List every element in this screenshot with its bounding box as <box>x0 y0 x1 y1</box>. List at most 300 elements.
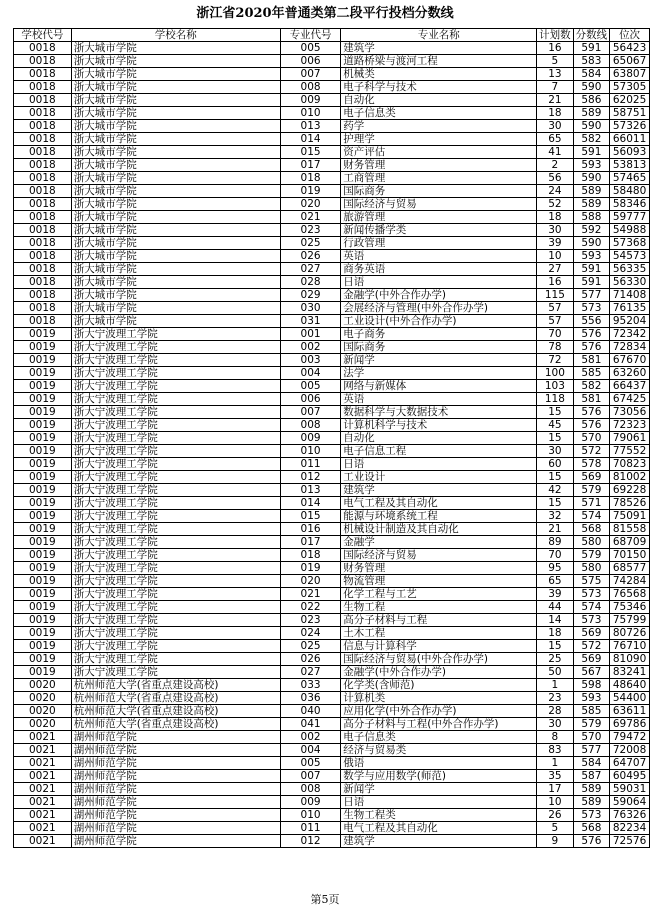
score-line-cell: 577 <box>573 744 610 757</box>
major-code-cell: 009 <box>280 94 340 107</box>
school-code-cell: 0019 <box>14 536 72 549</box>
plan-count-cell: 95 <box>537 562 574 575</box>
plan-count-cell: 70 <box>537 549 574 562</box>
major-name-cell: 电子科学与技术 <box>341 81 537 94</box>
school-name-cell: 浙大城市学院 <box>71 263 280 276</box>
table-row <box>14 614 650 627</box>
major-name-cell: 高分子材料与工程(中外合作办学) <box>341 718 537 731</box>
school-code-cell: 0018 <box>14 211 72 224</box>
rank-cell: 79472 <box>610 731 650 744</box>
school-name-cell: 浙大城市学院 <box>71 172 280 185</box>
major-code-cell: 020 <box>280 575 340 588</box>
school-code-cell: 0019 <box>14 471 72 484</box>
page-number: 第5页 <box>310 893 340 906</box>
school-name-cell: 浙大城市学院 <box>71 68 280 81</box>
school-code-cell: 0018 <box>14 224 72 237</box>
rank-cell: 72008 <box>610 744 650 757</box>
major-code-cell: 019 <box>280 562 340 575</box>
school-name-cell: 浙大宁波理工学院 <box>71 510 280 523</box>
table-row <box>14 211 650 224</box>
score-line-cell: 580 <box>573 536 610 549</box>
school-name-cell: 浙大宁波理工学院 <box>71 341 280 354</box>
rank-cell: 76710 <box>610 640 650 653</box>
major-code-cell: 029 <box>280 289 340 302</box>
table-row <box>14 328 650 341</box>
school-code-cell: 0019 <box>14 562 72 575</box>
table-row <box>14 159 650 172</box>
plan-count-cell: 50 <box>537 666 574 679</box>
major-code-cell: 010 <box>280 445 340 458</box>
rank-cell: 81002 <box>610 471 650 484</box>
major-name-cell: 高分子材料与工程 <box>341 614 537 627</box>
table-row <box>14 55 650 68</box>
header-plan-count: 计划数 <box>537 29 574 42</box>
score-line-cell: 589 <box>573 783 610 796</box>
score-line-cell: 590 <box>573 81 610 94</box>
school-code-cell: 0019 <box>14 510 72 523</box>
rank-cell: 53813 <box>610 159 650 172</box>
major-code-cell: 040 <box>280 705 340 718</box>
school-name-cell: 浙大宁波理工学院 <box>71 471 280 484</box>
major-name-cell: 日语 <box>341 458 537 471</box>
table-row <box>14 289 650 302</box>
major-code-cell: 036 <box>280 692 340 705</box>
school-name-cell: 浙大宁波理工学院 <box>71 484 280 497</box>
school-code-cell: 0021 <box>14 731 72 744</box>
plan-count-cell: 2 <box>537 159 574 172</box>
school-code-cell: 0018 <box>14 237 72 250</box>
score-line-cell: 573 <box>573 302 610 315</box>
major-code-cell: 003 <box>280 354 340 367</box>
rank-cell: 60495 <box>610 770 650 783</box>
major-name-cell: 网络与新媒体 <box>341 380 537 393</box>
school-name-cell: 浙大城市学院 <box>71 159 280 172</box>
major-code-cell: 030 <box>280 302 340 315</box>
score-line-cell: 570 <box>573 731 610 744</box>
school-name-cell: 湖州师范学院 <box>71 809 280 822</box>
score-line-cell: 593 <box>573 250 610 263</box>
major-code-cell: 012 <box>280 471 340 484</box>
plan-count-cell: 16 <box>537 276 574 289</box>
table-row <box>14 692 650 705</box>
major-code-cell: 018 <box>280 549 340 562</box>
major-name-cell: 国际经济与贸易 <box>341 549 537 562</box>
major-name-cell: 计算机类 <box>341 692 537 705</box>
plan-count-cell: 45 <box>537 419 574 432</box>
score-line-cell: 571 <box>573 497 610 510</box>
school-code-cell: 0018 <box>14 276 72 289</box>
school-code-cell: 0019 <box>14 458 72 471</box>
score-line-cell: 577 <box>573 289 610 302</box>
major-name-cell: 工业设计(中外合作办学) <box>341 315 537 328</box>
score-line-cell: 579 <box>573 718 610 731</box>
score-line-cell: 588 <box>573 211 610 224</box>
rank-cell: 57368 <box>610 237 650 250</box>
major-code-cell: 025 <box>280 640 340 653</box>
major-name-cell: 资产评估 <box>341 146 537 159</box>
major-name-cell: 应用化学(中外合作办学) <box>341 705 537 718</box>
major-code-cell: 026 <box>280 250 340 263</box>
plan-count-cell: 9 <box>537 835 574 848</box>
header-major-name: 专业名称 <box>341 29 537 42</box>
school-code-cell: 0019 <box>14 575 72 588</box>
score-line-cell: 591 <box>573 263 610 276</box>
school-code-cell: 0019 <box>14 484 72 497</box>
table-row <box>14 380 650 393</box>
school-name-cell: 浙大城市学院 <box>71 185 280 198</box>
school-name-cell: 杭州师范大学(省重点建设高校) <box>71 679 280 692</box>
table-row <box>14 601 650 614</box>
major-name-cell: 电子商务 <box>341 328 537 341</box>
school-code-cell: 0018 <box>14 94 72 107</box>
major-code-cell: 002 <box>280 731 340 744</box>
school-code-cell: 0018 <box>14 172 72 185</box>
major-code-cell: 004 <box>280 367 340 380</box>
school-name-cell: 湖州师范学院 <box>71 822 280 835</box>
school-name-cell: 浙大宁波理工学院 <box>71 354 280 367</box>
rank-cell: 76135 <box>610 302 650 315</box>
school-name-cell: 浙大宁波理工学院 <box>71 406 280 419</box>
score-line-cell: 570 <box>573 432 610 445</box>
rank-cell: 63807 <box>610 68 650 81</box>
plan-count-cell: 60 <box>537 458 574 471</box>
plan-count-cell: 100 <box>537 367 574 380</box>
rank-cell: 76568 <box>610 588 650 601</box>
major-code-cell: 014 <box>280 133 340 146</box>
rank-cell: 63611 <box>610 705 650 718</box>
school-code-cell: 0018 <box>14 42 72 55</box>
plan-count-cell: 30 <box>537 120 574 133</box>
school-code-cell: 0019 <box>14 341 72 354</box>
rank-cell: 72342 <box>610 328 650 341</box>
rank-cell: 73056 <box>610 406 650 419</box>
major-name-cell: 会展经济与管理(中外合作办学) <box>341 302 537 315</box>
major-name-cell: 金融学(中外合作办学) <box>341 666 537 679</box>
score-line-cell: 568 <box>573 523 610 536</box>
major-name-cell: 英语 <box>341 250 537 263</box>
table-row <box>14 536 650 549</box>
score-line-cell: 569 <box>573 653 610 666</box>
major-code-cell: 023 <box>280 614 340 627</box>
major-name-cell: 物流管理 <box>341 575 537 588</box>
plan-count-cell: 56 <box>537 172 574 185</box>
table-row <box>14 562 650 575</box>
plan-count-cell: 83 <box>537 744 574 757</box>
score-line-cell: 591 <box>573 276 610 289</box>
rank-cell: 78526 <box>610 497 650 510</box>
school-code-cell: 0018 <box>14 133 72 146</box>
plan-count-cell: 57 <box>537 315 574 328</box>
rank-cell: 56330 <box>610 276 650 289</box>
table-row <box>14 133 650 146</box>
major-code-cell: 014 <box>280 497 340 510</box>
school-code-cell: 0021 <box>14 796 72 809</box>
table-row <box>14 770 650 783</box>
major-code-cell: 041 <box>280 718 340 731</box>
table-row <box>14 822 650 835</box>
table-row <box>14 302 650 315</box>
table-row <box>14 588 650 601</box>
school-code-cell: 0019 <box>14 523 72 536</box>
rank-cell: 65067 <box>610 55 650 68</box>
school-code-cell: 0018 <box>14 302 72 315</box>
school-name-cell: 浙大宁波理工学院 <box>71 549 280 562</box>
school-code-cell: 0018 <box>14 185 72 198</box>
header-school-name: 学校名称 <box>71 29 280 42</box>
rank-cell: 81558 <box>610 523 650 536</box>
score-line-cell: 582 <box>573 133 610 146</box>
school-name-cell: 浙大宁波理工学院 <box>71 393 280 406</box>
table-row <box>14 484 650 497</box>
rank-cell: 56335 <box>610 263 650 276</box>
score-line-cell: 579 <box>573 549 610 562</box>
plan-count-cell: 14 <box>537 614 574 627</box>
rank-cell: 57326 <box>610 120 650 133</box>
rank-cell: 70823 <box>610 458 650 471</box>
rank-cell: 59777 <box>610 211 650 224</box>
rank-cell: 68577 <box>610 562 650 575</box>
school-name-cell: 浙大宁波理工学院 <box>71 367 280 380</box>
major-name-cell: 新闻传播学类 <box>341 224 537 237</box>
table-row <box>14 263 650 276</box>
rank-cell: 77552 <box>610 445 650 458</box>
major-name-cell: 土木工程 <box>341 627 537 640</box>
major-code-cell: 012 <box>280 835 340 848</box>
major-code-cell: 018 <box>280 172 340 185</box>
score-line-cell: 584 <box>573 68 610 81</box>
score-line-cell: 587 <box>573 770 610 783</box>
plan-count-cell: 32 <box>537 510 574 523</box>
major-code-cell: 022 <box>280 601 340 614</box>
plan-count-cell: 89 <box>537 536 574 549</box>
major-name-cell: 生物工程 <box>341 601 537 614</box>
table-row <box>14 445 650 458</box>
plan-count-cell: 1 <box>537 679 574 692</box>
plan-count-cell: 52 <box>537 198 574 211</box>
school-name-cell: 浙大宁波理工学院 <box>71 419 280 432</box>
major-name-cell: 行政管理 <box>341 237 537 250</box>
major-name-cell: 建筑学 <box>341 42 537 55</box>
major-name-cell: 新闻学 <box>341 354 537 367</box>
plan-count-cell: 5 <box>537 822 574 835</box>
school-name-cell: 浙大城市学院 <box>71 120 280 133</box>
school-code-cell: 0020 <box>14 679 72 692</box>
major-code-cell: 015 <box>280 510 340 523</box>
school-name-cell: 杭州师范大学(省重点建设高校) <box>71 718 280 731</box>
major-name-cell: 化学类(含师范) <box>341 679 537 692</box>
school-name-cell: 浙大城市学院 <box>71 107 280 120</box>
table-row <box>14 679 650 692</box>
score-line-cell: 591 <box>573 42 610 55</box>
major-name-cell: 国际商务 <box>341 341 537 354</box>
rank-cell: 54988 <box>610 224 650 237</box>
table-row <box>14 185 650 198</box>
major-name-cell: 信息与计算科学 <box>341 640 537 653</box>
school-code-cell: 0018 <box>14 120 72 133</box>
rank-cell: 76326 <box>610 809 650 822</box>
major-code-cell: 021 <box>280 588 340 601</box>
score-line-cell: 576 <box>573 328 610 341</box>
school-name-cell: 湖州师范学院 <box>71 783 280 796</box>
score-line-cell: 589 <box>573 107 610 120</box>
major-code-cell: 009 <box>280 432 340 445</box>
school-name-cell: 杭州师范大学(省重点建设高校) <box>71 692 280 705</box>
score-line-cell: 586 <box>573 94 610 107</box>
school-code-cell: 0019 <box>14 445 72 458</box>
school-code-cell: 0018 <box>14 146 72 159</box>
school-code-cell: 0019 <box>14 614 72 627</box>
score-line-cell: 580 <box>573 562 610 575</box>
school-name-cell: 湖州师范学院 <box>71 731 280 744</box>
score-line-cell: 576 <box>573 406 610 419</box>
plan-count-cell: 118 <box>537 393 574 406</box>
major-name-cell: 数学与应用数学(师范) <box>341 770 537 783</box>
plan-count-cell: 23 <box>537 692 574 705</box>
plan-count-cell: 57 <box>537 302 574 315</box>
rank-cell: 54400 <box>610 692 650 705</box>
school-name-cell: 浙大城市学院 <box>71 237 280 250</box>
school-name-cell: 浙大城市学院 <box>71 224 280 237</box>
major-name-cell: 国际经济与贸易 <box>341 198 537 211</box>
school-name-cell: 浙大宁波理工学院 <box>71 432 280 445</box>
score-line-cell: 584 <box>573 757 610 770</box>
school-code-cell: 0019 <box>14 497 72 510</box>
school-name-cell: 湖州师范学院 <box>71 744 280 757</box>
school-name-cell: 湖州师范学院 <box>71 757 280 770</box>
plan-count-cell: 70 <box>537 328 574 341</box>
major-code-cell: 005 <box>280 757 340 770</box>
school-name-cell: 浙大城市学院 <box>71 42 280 55</box>
rank-cell: 48640 <box>610 679 650 692</box>
major-name-cell: 电气工程及其自动化 <box>341 822 537 835</box>
plan-count-cell: 15 <box>537 640 574 653</box>
school-code-cell: 0019 <box>14 601 72 614</box>
major-name-cell: 经济与贸易类 <box>341 744 537 757</box>
table-row <box>14 640 650 653</box>
score-line-cell: 583 <box>573 55 610 68</box>
major-name-cell: 电子信息类 <box>341 731 537 744</box>
plan-count-cell: 15 <box>537 471 574 484</box>
rank-cell: 57465 <box>610 172 650 185</box>
score-line-cell: 568 <box>573 822 610 835</box>
school-code-cell: 0019 <box>14 432 72 445</box>
school-name-cell: 浙大宁波理工学院 <box>71 627 280 640</box>
school-code-cell: 0018 <box>14 55 72 68</box>
school-name-cell: 湖州师范学院 <box>71 796 280 809</box>
major-code-cell: 007 <box>280 406 340 419</box>
plan-count-cell: 78 <box>537 341 574 354</box>
school-code-cell: 0021 <box>14 822 72 835</box>
major-code-cell: 026 <box>280 653 340 666</box>
plan-count-cell: 30 <box>537 718 574 731</box>
rank-cell: 79061 <box>610 432 650 445</box>
rank-cell: 59031 <box>610 783 650 796</box>
score-line-cell: 589 <box>573 198 610 211</box>
major-name-cell: 建筑学 <box>341 484 537 497</box>
major-name-cell: 计算机科学与技术 <box>341 419 537 432</box>
school-name-cell: 浙大宁波理工学院 <box>71 445 280 458</box>
major-code-cell: 027 <box>280 263 340 276</box>
major-name-cell: 机械设计制造及其自动化 <box>341 523 537 536</box>
school-code-cell: 0019 <box>14 328 72 341</box>
plan-count-cell: 15 <box>537 406 574 419</box>
table-row <box>14 458 650 471</box>
major-name-cell: 财务管理 <box>341 159 537 172</box>
rank-cell: 81090 <box>610 653 650 666</box>
rank-cell: 72576 <box>610 835 650 848</box>
major-name-cell: 数据科学与大数据技术 <box>341 406 537 419</box>
school-code-cell: 0021 <box>14 744 72 757</box>
major-code-cell: 021 <box>280 211 340 224</box>
school-code-cell: 0018 <box>14 315 72 328</box>
table-row <box>14 224 650 237</box>
score-line-cell: 581 <box>573 393 610 406</box>
major-code-cell: 010 <box>280 809 340 822</box>
major-code-cell: 002 <box>280 341 340 354</box>
plan-count-cell: 39 <box>537 588 574 601</box>
table-row <box>14 471 650 484</box>
major-name-cell: 商务英语 <box>341 263 537 276</box>
header-score-line: 分数线 <box>573 29 610 42</box>
major-name-cell: 药学 <box>341 120 537 133</box>
plan-count-cell: 30 <box>537 224 574 237</box>
plan-count-cell: 18 <box>537 107 574 120</box>
school-code-cell: 0019 <box>14 354 72 367</box>
school-code-cell: 0021 <box>14 835 72 848</box>
plan-count-cell: 26 <box>537 809 574 822</box>
header-school-code: 学校代号 <box>14 29 72 42</box>
rank-cell: 62025 <box>610 94 650 107</box>
table-row <box>14 315 650 328</box>
score-line-cell: 569 <box>573 471 610 484</box>
plan-count-cell: 28 <box>537 705 574 718</box>
rank-cell: 72834 <box>610 341 650 354</box>
score-line-cell: 572 <box>573 640 610 653</box>
table-row <box>14 757 650 770</box>
school-code-cell: 0019 <box>14 380 72 393</box>
plan-count-cell: 65 <box>537 133 574 146</box>
plan-count-cell: 103 <box>537 380 574 393</box>
school-name-cell: 浙大城市学院 <box>71 94 280 107</box>
rank-cell: 67670 <box>610 354 650 367</box>
rank-cell: 80726 <box>610 627 650 640</box>
table-row <box>14 146 650 159</box>
school-name-cell: 浙大城市学院 <box>71 250 280 263</box>
school-name-cell: 浙大宁波理工学院 <box>71 601 280 614</box>
school-name-cell: 浙大宁波理工学院 <box>71 666 280 679</box>
major-name-cell: 电子信息类 <box>341 107 537 120</box>
table-row <box>14 718 650 731</box>
table-row <box>14 81 650 94</box>
table-row <box>14 354 650 367</box>
major-code-cell: 007 <box>280 68 340 81</box>
plan-count-cell: 7 <box>537 81 574 94</box>
school-code-cell: 0018 <box>14 198 72 211</box>
score-line-cell: 576 <box>573 341 610 354</box>
header-rank: 位次 <box>610 29 650 42</box>
table-row <box>14 783 650 796</box>
school-code-cell: 0021 <box>14 783 72 796</box>
score-line-cell: 590 <box>573 172 610 185</box>
major-name-cell: 国际商务 <box>341 185 537 198</box>
school-code-cell: 0018 <box>14 289 72 302</box>
table-row <box>14 341 650 354</box>
major-code-cell: 024 <box>280 627 340 640</box>
school-code-cell: 0018 <box>14 81 72 94</box>
score-line-cell: 567 <box>573 666 610 679</box>
major-name-cell: 日语 <box>341 796 537 809</box>
table-row <box>14 432 650 445</box>
